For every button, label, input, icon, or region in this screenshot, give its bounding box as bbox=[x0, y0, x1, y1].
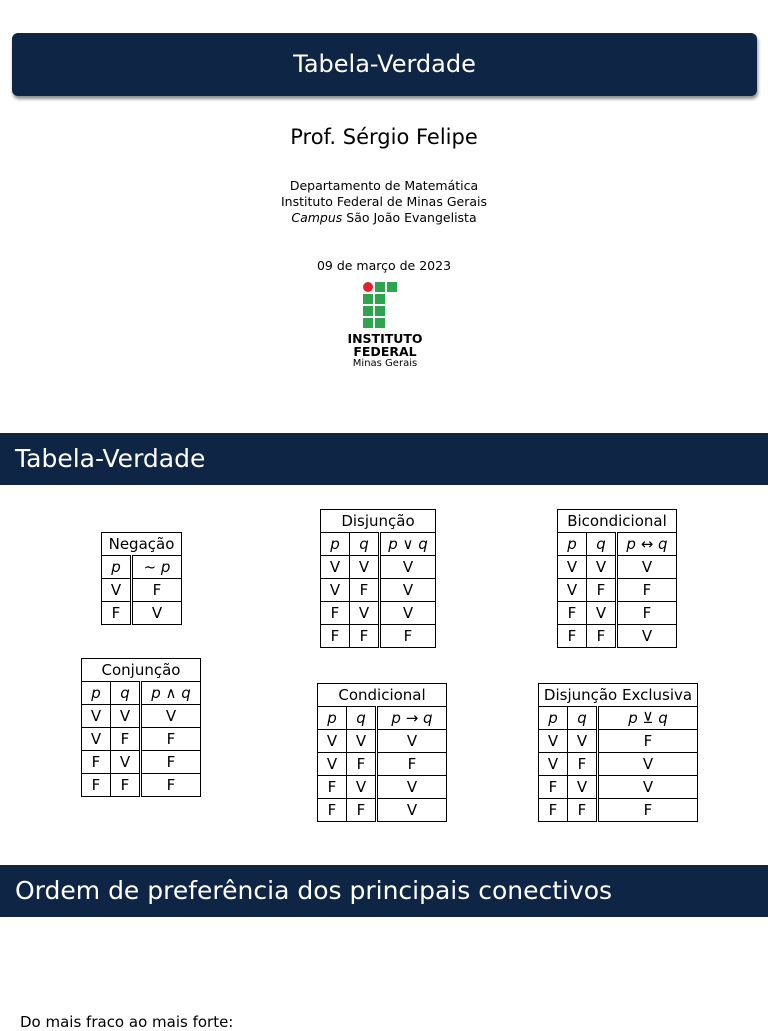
header-cell: q bbox=[587, 533, 617, 556]
value-cell: F bbox=[141, 728, 201, 751]
value-cell: V bbox=[82, 705, 111, 728]
institute: Instituto Federal de Minas Gerais bbox=[281, 194, 487, 209]
header-cell: p bbox=[318, 707, 347, 730]
value-cell: F bbox=[558, 625, 587, 648]
value-cell: F bbox=[617, 579, 677, 602]
header-cell: p ⊻ q bbox=[598, 707, 698, 730]
slide2-title: Tabela-Verdade bbox=[15, 444, 206, 473]
slide1-title: Tabela-Verdade bbox=[293, 50, 476, 78]
value-cell: V bbox=[347, 776, 377, 799]
value-cell: V bbox=[558, 556, 587, 579]
logo-square-icon bbox=[375, 282, 385, 292]
value-cell: V bbox=[587, 602, 617, 625]
table-caption: Negação bbox=[102, 533, 182, 556]
value-cell: V bbox=[380, 602, 436, 625]
value-cell: F bbox=[350, 579, 380, 602]
header-cell: p bbox=[321, 533, 350, 556]
value-cell: V bbox=[377, 730, 447, 753]
presentation-date: 09 de março de 2023 bbox=[316, 258, 452, 273]
value-cell: F bbox=[347, 753, 377, 776]
value-cell: F bbox=[598, 730, 698, 753]
header-cell: p → q bbox=[377, 707, 447, 730]
value-cell: V bbox=[141, 705, 201, 728]
slide3-title-bar bbox=[0, 865, 768, 917]
table-negacao bbox=[101, 532, 182, 625]
value-cell: F bbox=[141, 751, 201, 774]
logo-text-instituto: INSTITUTO bbox=[347, 331, 423, 346]
value-cell: F bbox=[568, 753, 598, 776]
value-cell: V bbox=[617, 625, 677, 648]
value-cell: F bbox=[598, 799, 698, 822]
slide1-title-box bbox=[12, 33, 757, 96]
header-cell: p bbox=[82, 682, 111, 705]
header-cell: p ↔ q bbox=[617, 533, 677, 556]
institution-block bbox=[0, 178, 768, 226]
value-cell: F bbox=[111, 774, 141, 797]
value-cell: F bbox=[111, 728, 141, 751]
value-cell: V bbox=[380, 556, 436, 579]
value-cell: V bbox=[82, 728, 111, 751]
header-cell: p ∨ q bbox=[380, 533, 436, 556]
value-cell: V bbox=[617, 556, 677, 579]
value-cell: F bbox=[587, 625, 617, 648]
campus-rest: São João Evangelista bbox=[342, 210, 477, 225]
value-cell: F bbox=[82, 751, 111, 774]
table-caption: Condicional bbox=[318, 684, 447, 707]
value-cell: V bbox=[598, 753, 698, 776]
header-cell: p bbox=[558, 533, 587, 556]
value-cell: F bbox=[318, 799, 347, 822]
value-cell: V bbox=[102, 579, 132, 602]
logo-red-dot-icon bbox=[363, 282, 373, 292]
value-cell: F bbox=[141, 774, 201, 797]
table-condicional bbox=[317, 683, 447, 822]
value-cell: F bbox=[347, 799, 377, 822]
table-disjuncao-exclusiva bbox=[538, 683, 698, 822]
value-cell: F bbox=[539, 799, 568, 822]
value-cell: F bbox=[377, 753, 447, 776]
value-cell: V bbox=[598, 776, 698, 799]
value-cell: F bbox=[318, 776, 347, 799]
value-cell: F bbox=[380, 625, 436, 648]
logo-text-federal: FEDERAL bbox=[353, 344, 417, 359]
value-cell: V bbox=[587, 556, 617, 579]
value-cell: F bbox=[539, 776, 568, 799]
table-disjuncao bbox=[320, 509, 436, 648]
value-cell: V bbox=[558, 579, 587, 602]
slide3-title: Ordem de preferência dos principais conectivos bbox=[15, 876, 613, 905]
table-caption: Disjunção Exclusiva bbox=[539, 684, 698, 707]
value-cell: V bbox=[318, 753, 347, 776]
value-cell: V bbox=[539, 753, 568, 776]
value-cell: V bbox=[111, 705, 141, 728]
value-cell: F bbox=[82, 774, 111, 797]
value-cell: F bbox=[587, 579, 617, 602]
campus-italic: Campus bbox=[291, 210, 343, 225]
table-caption: Disjunção bbox=[321, 510, 436, 533]
if-logo bbox=[330, 280, 440, 375]
logo-square-icon bbox=[363, 294, 373, 304]
slide2-title-bar bbox=[0, 433, 768, 485]
department: Departamento de Matemática bbox=[289, 178, 479, 193]
table-caption: Conjunção bbox=[82, 659, 201, 682]
slide3-intro-text: Do mais fraco ao mais forte: bbox=[20, 1013, 234, 1031]
header-cell: p ∧ q bbox=[141, 682, 201, 705]
logo-square-icon bbox=[375, 294, 385, 304]
value-cell: V bbox=[350, 602, 380, 625]
value-cell: V bbox=[350, 556, 380, 579]
value-cell: V bbox=[568, 776, 598, 799]
value-cell: V bbox=[132, 602, 182, 625]
value-cell: V bbox=[318, 730, 347, 753]
logo-square-icon bbox=[387, 282, 397, 292]
logo-square-icon bbox=[375, 306, 385, 316]
value-cell: V bbox=[377, 776, 447, 799]
value-cell: F bbox=[132, 579, 182, 602]
value-cell: V bbox=[111, 751, 141, 774]
header-cell: q bbox=[111, 682, 141, 705]
value-cell: F bbox=[617, 602, 677, 625]
logo-square-icon bbox=[363, 318, 373, 328]
campus bbox=[0, 210, 768, 226]
value-cell: V bbox=[380, 579, 436, 602]
author-name: Prof. Sérgio Felipe bbox=[290, 125, 478, 149]
value-cell: F bbox=[350, 625, 380, 648]
value-cell: V bbox=[321, 579, 350, 602]
header-cell: q bbox=[350, 533, 380, 556]
header-cell: q bbox=[347, 707, 377, 730]
logo-square-icon bbox=[363, 306, 373, 316]
header-cell: ~ p bbox=[132, 556, 182, 579]
value-cell: F bbox=[321, 625, 350, 648]
logo-square-icon bbox=[375, 318, 385, 328]
logo-text-minas: Minas Gerais bbox=[352, 358, 418, 369]
value-cell: F bbox=[102, 602, 132, 625]
value-cell: F bbox=[568, 799, 598, 822]
value-cell: V bbox=[321, 556, 350, 579]
value-cell: V bbox=[347, 730, 377, 753]
header-cell: p bbox=[539, 707, 568, 730]
value-cell: F bbox=[558, 602, 587, 625]
header-cell: q bbox=[568, 707, 598, 730]
table-conjuncao bbox=[81, 658, 201, 797]
table-bicondicional bbox=[557, 509, 677, 648]
value-cell: V bbox=[377, 799, 447, 822]
value-cell: F bbox=[321, 602, 350, 625]
value-cell: V bbox=[568, 730, 598, 753]
table-caption: Bicondicional bbox=[558, 510, 677, 533]
value-cell: V bbox=[539, 730, 568, 753]
header-cell: p bbox=[102, 556, 132, 579]
